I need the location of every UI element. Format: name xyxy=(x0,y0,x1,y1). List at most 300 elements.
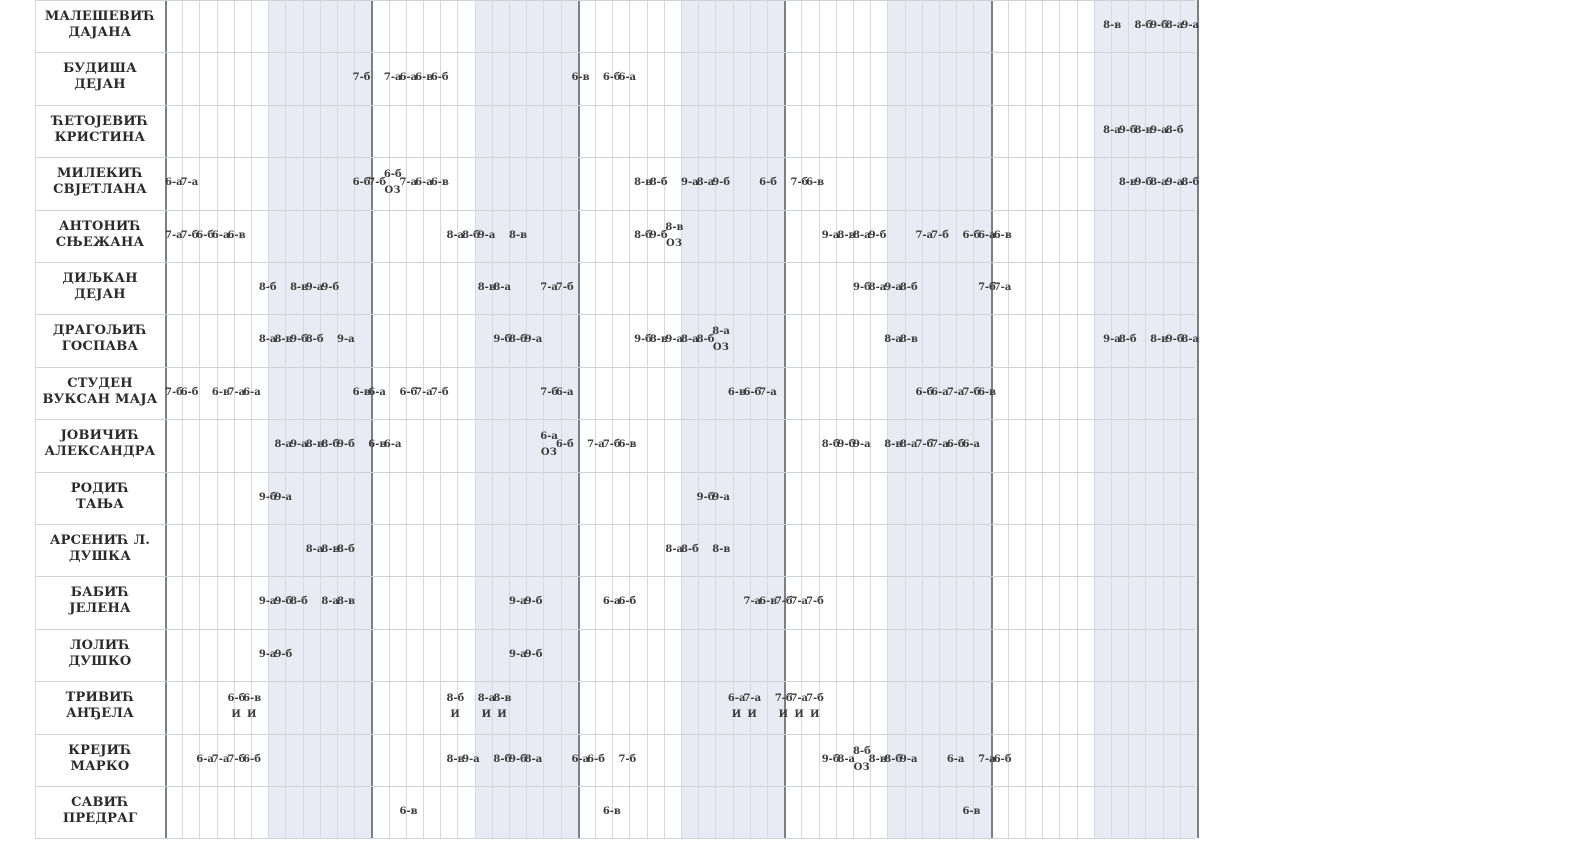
class-cell xyxy=(290,596,307,608)
teacher-name-line1: МИЛЕКИЋ xyxy=(56,166,144,182)
class-label: 6-а xyxy=(727,693,746,705)
class-label: 9-а xyxy=(1150,124,1168,136)
class-cell xyxy=(1150,334,1167,346)
teacher-name-line1: БАБИЋ xyxy=(70,585,130,601)
class-label: 8-а xyxy=(899,439,918,451)
teacher-name xyxy=(35,323,165,355)
class-cell xyxy=(697,177,714,189)
class-cell xyxy=(947,439,964,451)
teacher-name-line1: АРСЕНИЋ Л. xyxy=(49,533,151,548)
class-note: И xyxy=(231,709,241,721)
class-cell xyxy=(806,596,823,608)
class-cell xyxy=(665,544,682,556)
class-label: 7-а xyxy=(931,439,949,451)
class-label: 9-б xyxy=(853,282,871,293)
class-label: 7-б xyxy=(774,596,793,608)
class-label: 6-б xyxy=(946,439,965,451)
class-label: 9-а xyxy=(1165,177,1184,189)
class-label: 9-а xyxy=(524,334,543,346)
class-cell xyxy=(900,754,917,766)
class-note: ОЗ xyxy=(384,185,401,197)
class-label: 9-а xyxy=(305,282,324,293)
teacher-name-line1: КРЕЈИЋ xyxy=(68,742,132,758)
class-cell xyxy=(540,431,557,459)
teacher-name-line2: ДЕЈАН xyxy=(74,77,126,93)
class-label: 6-в xyxy=(759,596,778,608)
class-cell xyxy=(837,439,854,451)
class-cell xyxy=(368,177,385,189)
class-cell xyxy=(994,754,1011,766)
class-label: 7-а xyxy=(790,693,809,705)
class-label: 8-в xyxy=(649,334,668,346)
class-cell xyxy=(228,754,245,766)
class-label: 9-б xyxy=(696,491,715,503)
class-label: 9-а xyxy=(509,596,527,608)
class-cell xyxy=(509,754,526,766)
class-cell xyxy=(994,282,1011,294)
class-cell xyxy=(790,693,807,721)
row-line xyxy=(35,838,1195,839)
class-cell xyxy=(978,230,995,242)
class-cell xyxy=(775,693,792,721)
teacher-name xyxy=(35,9,165,41)
class-label: 8-а xyxy=(258,334,277,346)
teacher-name xyxy=(35,481,165,513)
class-label: 9-б xyxy=(290,334,308,346)
class-cell xyxy=(681,544,698,556)
class-label: 6-б xyxy=(993,753,1012,765)
class-label: 6-а xyxy=(399,72,418,84)
class-label: 8-в xyxy=(290,282,309,293)
class-label: 6-в xyxy=(618,439,637,451)
class-label: 6-в xyxy=(227,229,246,241)
class-cell xyxy=(618,596,635,608)
class-note: ОЗ xyxy=(665,237,682,249)
class-cell xyxy=(556,282,573,294)
class-cell xyxy=(744,596,761,608)
class-label: 9-б xyxy=(274,648,293,660)
class-label: 8-б xyxy=(290,596,308,608)
class-cell xyxy=(665,334,682,346)
class-label: 8-а xyxy=(274,439,293,451)
class-label: 6-б xyxy=(352,177,371,189)
class-cell xyxy=(353,72,370,84)
class-note: И xyxy=(497,709,507,721)
class-cell xyxy=(525,649,542,661)
teacher-name xyxy=(35,743,165,775)
class-label: 8-а xyxy=(305,544,324,555)
class-cell xyxy=(306,439,323,451)
class-label: 9-б xyxy=(493,334,512,346)
class-cell xyxy=(822,439,839,451)
class-label: 6-б xyxy=(962,229,981,241)
class-cell xyxy=(822,230,839,242)
teacher-name-line2: АЛЕКСАНДРА xyxy=(44,444,156,460)
class-label: 7-а xyxy=(915,229,934,241)
class-cell xyxy=(900,282,917,294)
class-cell xyxy=(853,439,870,451)
class-label: 8-а xyxy=(321,596,339,608)
class-cell xyxy=(384,169,401,197)
class-cell xyxy=(806,693,823,721)
teacher-name-line2: ДЕЈАН xyxy=(74,287,126,302)
class-cell xyxy=(368,387,385,399)
class-label: 9-б xyxy=(524,596,543,608)
class-cell xyxy=(400,387,417,399)
class-cell xyxy=(947,754,964,766)
class-label: 7-а xyxy=(743,596,762,608)
class-label: 9-б xyxy=(509,753,527,765)
class-label: 9-б xyxy=(1118,124,1137,136)
class-cell xyxy=(540,282,557,294)
class-cell xyxy=(337,596,354,608)
class-cell xyxy=(978,754,995,766)
class-label: 9-б xyxy=(321,282,340,293)
class-label: 6-в xyxy=(211,386,230,398)
class-cell xyxy=(572,72,589,84)
class-cell xyxy=(274,649,291,661)
teacher-name-line1: ДРАГОЉИЋ xyxy=(52,323,148,339)
class-cell xyxy=(462,230,479,242)
class-cell xyxy=(759,177,776,189)
class-label: 6-б xyxy=(587,753,605,765)
class-cell xyxy=(790,177,807,189)
class-cell xyxy=(337,544,354,556)
class-label: 8-б xyxy=(462,229,480,241)
class-label: 9-б xyxy=(868,229,887,241)
class-label: 6-в xyxy=(415,72,434,84)
class-label: 7-а xyxy=(227,386,246,398)
class-label: 9-а xyxy=(665,334,683,346)
row-line xyxy=(35,734,1195,735)
class-label: 8-б xyxy=(696,334,715,346)
class-cell xyxy=(165,177,182,189)
class-cell xyxy=(212,230,229,242)
class-label: 6-а xyxy=(602,596,621,608)
class-cell xyxy=(1150,125,1167,137)
class-label: 7-б xyxy=(806,596,824,608)
class-label: 7-а xyxy=(759,386,777,398)
class-label: 7-б xyxy=(430,386,449,398)
class-cell xyxy=(744,387,761,399)
class-label: 6-б xyxy=(555,439,574,451)
class-cell xyxy=(478,693,495,721)
class-label: 6-б xyxy=(618,596,637,608)
class-label: 7-а xyxy=(399,177,418,189)
class-cell xyxy=(853,230,870,242)
class-cell xyxy=(259,649,276,661)
class-label: 7-б xyxy=(180,229,199,241)
class-cell xyxy=(697,492,714,504)
class-label: 7-а xyxy=(587,439,605,451)
teacher-name xyxy=(35,376,165,408)
class-cell xyxy=(181,387,198,399)
class-cell xyxy=(274,492,291,504)
class-cell xyxy=(1150,20,1167,32)
class-cell xyxy=(978,282,995,294)
teacher-name xyxy=(35,219,165,251)
class-label: 7-а xyxy=(383,72,402,84)
class-label: 9-б xyxy=(524,648,543,660)
class-cell xyxy=(321,439,338,451)
class-label: 6-в xyxy=(352,386,371,398)
class-label: 9-а xyxy=(821,229,840,241)
class-cell xyxy=(540,387,557,399)
teacher-name-line1: ТРИВИЋ xyxy=(65,690,135,706)
class-cell xyxy=(446,754,463,766)
class-cell xyxy=(400,177,417,189)
class-label: 8-б xyxy=(337,544,355,555)
row-line xyxy=(35,262,1195,263)
class-cell xyxy=(869,230,886,242)
class-label: 6-б xyxy=(196,229,215,241)
class-label: 8-в xyxy=(274,334,293,346)
class-label: 8-в xyxy=(446,753,465,765)
class-label: 7-б xyxy=(227,753,246,765)
class-cell xyxy=(869,282,886,294)
class-label: 7-б xyxy=(540,386,559,398)
class-label: 8-в xyxy=(837,229,856,241)
row-line xyxy=(35,157,1195,158)
class-label: 6-а xyxy=(211,229,230,241)
teacher-name xyxy=(35,271,165,303)
teacher-name-line2: ЈЕЛЕНА xyxy=(69,601,131,617)
class-cell xyxy=(228,230,245,242)
class-label: 8-б xyxy=(681,544,699,555)
class-cell xyxy=(650,177,667,189)
class-cell xyxy=(415,72,432,84)
class-note: И xyxy=(450,709,460,721)
class-cell xyxy=(618,754,635,766)
class-label: 8-в xyxy=(1134,124,1153,136)
class-cell xyxy=(884,282,901,294)
class-cell xyxy=(806,177,823,189)
class-label: 8-а xyxy=(665,544,683,555)
class-cell xyxy=(603,596,620,608)
class-label: 9-а xyxy=(1103,334,1121,346)
teacher-name xyxy=(35,61,165,93)
class-label: 8-б xyxy=(446,693,465,705)
class-label: 7-б xyxy=(962,386,981,398)
class-cell xyxy=(274,334,291,346)
class-cell xyxy=(837,230,854,242)
class-label: 6-в xyxy=(978,386,997,398)
class-label: 6-в xyxy=(602,806,621,817)
class-label: 8-в xyxy=(509,229,528,241)
class-cell xyxy=(321,544,338,556)
class-label: 6-б xyxy=(430,72,449,84)
class-cell xyxy=(509,230,526,242)
class-cell xyxy=(400,806,417,818)
class-label: 7-а xyxy=(165,229,183,241)
class-cell xyxy=(1181,334,1198,346)
class-cell xyxy=(165,387,182,399)
class-cell xyxy=(509,649,526,661)
teacher-name-line2: АНЂЕЛА xyxy=(66,706,134,722)
teacher-name xyxy=(35,114,165,146)
class-cell xyxy=(1166,125,1183,137)
class-cell xyxy=(353,177,370,189)
teacher-name-line2: ДУШКА xyxy=(68,549,131,564)
class-cell xyxy=(681,177,698,189)
class-label: 6-а xyxy=(555,386,574,398)
class-label: 9-а xyxy=(290,439,308,451)
class-cell xyxy=(931,387,948,399)
class-cell xyxy=(259,282,276,294)
class-cell xyxy=(650,230,667,242)
row-line xyxy=(35,52,1195,53)
class-label: 9-а xyxy=(258,648,277,660)
class-label: 9-а xyxy=(1181,20,1199,31)
class-label: 8-в xyxy=(337,596,356,608)
class-cell xyxy=(587,754,604,766)
class-cell xyxy=(822,754,839,766)
class-label: 8-б xyxy=(509,334,527,346)
class-label: 9-б xyxy=(258,491,277,503)
class-label: 9-б xyxy=(712,177,731,189)
class-cell xyxy=(493,754,510,766)
class-cell xyxy=(415,387,432,399)
class-label: 6-в xyxy=(806,177,825,189)
class-label: 8-б xyxy=(821,439,840,451)
class-label: 9-б xyxy=(649,229,668,241)
class-cell xyxy=(603,806,620,818)
teacher-name-line1: СТУДЕН xyxy=(67,375,133,391)
class-cell xyxy=(259,596,276,608)
class-cell xyxy=(962,387,979,399)
class-label: 7-б xyxy=(931,229,949,241)
class-cell xyxy=(478,282,495,294)
class-cell xyxy=(290,439,307,451)
day-separator-line xyxy=(1197,0,1199,838)
class-cell xyxy=(853,746,870,774)
class-note: ОЗ xyxy=(540,447,557,459)
teacher-name-line1: ДИЉКАН xyxy=(62,271,138,286)
class-note: И xyxy=(747,709,757,721)
teacher-name-line2: ДАЈАНА xyxy=(68,25,132,40)
teacher-name-line2: СЊЕЖАНА xyxy=(55,234,145,250)
teacher-name-line1: ЋЕТОЈЕВИЋ xyxy=(51,113,149,129)
class-label: 7-а xyxy=(993,282,1012,293)
class-label: 6-а xyxy=(931,386,949,398)
row-line xyxy=(35,524,1195,525)
class-cell xyxy=(712,326,729,354)
class-label: 8-в xyxy=(477,282,496,293)
class-label: 6-б xyxy=(602,72,621,84)
class-note: И xyxy=(731,709,742,721)
class-cell xyxy=(243,754,260,766)
class-cell xyxy=(1166,334,1183,346)
class-cell xyxy=(775,596,792,608)
class-label: 6-а xyxy=(196,753,214,765)
class-label: 8-б xyxy=(1181,177,1200,189)
class-label: 8-б xyxy=(634,229,652,241)
teacher-name-line2: ВУКСАН МАЈА xyxy=(42,391,158,407)
class-label: 9-б xyxy=(821,753,840,765)
class-cell xyxy=(947,387,964,399)
class-label: 8-а xyxy=(1103,124,1121,136)
class-cell xyxy=(525,596,542,608)
teacher-name-line1: САВИЋ xyxy=(71,795,129,810)
class-cell xyxy=(712,492,729,504)
class-cell xyxy=(1103,125,1120,137)
class-label: 6-в xyxy=(727,386,746,398)
class-label: 7-б xyxy=(806,693,824,705)
class-cell xyxy=(931,230,948,242)
teacher-name xyxy=(35,533,165,565)
class-cell xyxy=(228,387,245,399)
class-note: И xyxy=(778,709,789,721)
class-cell xyxy=(431,177,448,189)
class-label: 9-б xyxy=(1134,177,1153,189)
class-label: 8-а xyxy=(446,229,465,241)
class-label: 7-а xyxy=(743,693,762,705)
class-cell xyxy=(509,334,526,346)
class-cell xyxy=(916,439,933,451)
class-label: 8-б xyxy=(884,753,903,765)
class-cell xyxy=(650,334,667,346)
class-label: 8-в xyxy=(634,177,653,189)
class-cell xyxy=(1166,177,1183,189)
class-label: 6-в xyxy=(571,72,590,84)
class-cell xyxy=(165,230,182,242)
class-label: 8-в xyxy=(665,221,684,233)
class-label: 6-а xyxy=(962,439,981,451)
class-label: 8-б xyxy=(321,439,340,451)
class-label: 6-в xyxy=(243,693,262,705)
class-cell xyxy=(759,387,776,399)
class-label: 8-в xyxy=(305,439,324,451)
teacher-name xyxy=(35,690,165,722)
class-label: 9-а xyxy=(853,439,871,451)
class-cell xyxy=(744,693,761,721)
class-label: 9-б xyxy=(634,334,652,346)
class-label: 8-а xyxy=(868,282,887,293)
class-label: 7-б xyxy=(978,282,996,293)
class-cell xyxy=(618,72,635,84)
class-cell xyxy=(181,177,198,189)
class-label: 7-а xyxy=(946,386,965,398)
class-label: 6-б xyxy=(915,386,934,398)
teacher-name-line2: ДУШКО xyxy=(68,653,132,669)
class-label: 9-а xyxy=(477,229,496,241)
class-cell xyxy=(665,222,682,250)
class-label: 8-б xyxy=(493,753,512,765)
row-line xyxy=(35,576,1195,577)
class-label: 6-б xyxy=(227,693,246,705)
teacher-name-line2: СВЈЕТЛАНА xyxy=(53,182,147,198)
class-cell xyxy=(493,282,510,294)
class-cell xyxy=(368,439,385,451)
class-cell xyxy=(431,72,448,84)
class-label: 6-а xyxy=(978,229,996,241)
class-cell xyxy=(916,387,933,399)
class-label: 7-а xyxy=(180,177,199,189)
class-label: 8-а xyxy=(681,334,699,346)
class-cell xyxy=(306,334,323,346)
class-label: 6-а xyxy=(571,753,590,765)
class-label: 8-в xyxy=(493,693,512,705)
class-cell xyxy=(618,439,635,451)
class-cell xyxy=(1181,20,1198,32)
class-note: ОЗ xyxy=(853,761,870,773)
teacher-name xyxy=(35,585,165,617)
class-cell xyxy=(587,439,604,451)
class-label: 6-б xyxy=(243,753,261,765)
class-label: 6-а xyxy=(618,72,637,84)
class-label: 8-б xyxy=(305,334,324,346)
class-label: 8-а xyxy=(493,282,511,293)
